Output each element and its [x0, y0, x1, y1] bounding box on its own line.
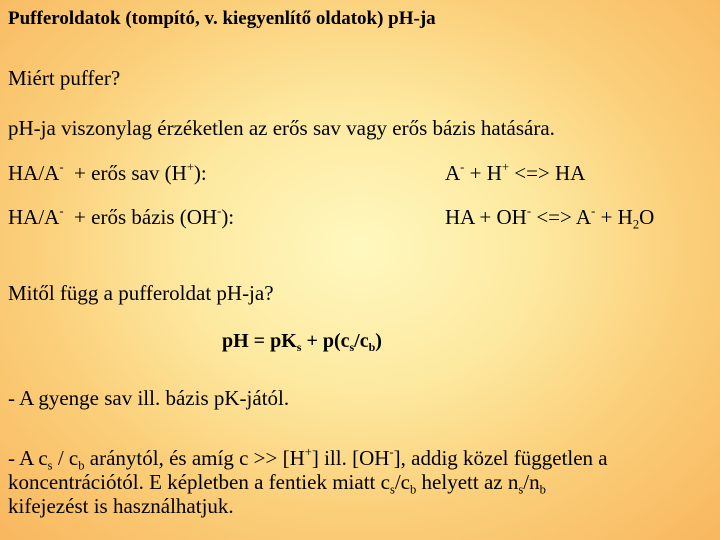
- question-what-depends: Mitől függ a pufferoldat pH-ja?: [8, 281, 274, 305]
- paragraph-line-3: kifejezést is használhatjuk.: [8, 494, 234, 518]
- paragraph-line-2: koncentrációtól. E képletben a fentiek miatt $c_s/c_b$ helyett az $n_s/n_b$: [8, 470, 546, 497]
- bullet-pk: - A gyenge sav ill. bázis pK-jától.: [8, 386, 290, 410]
- row2-right-reaction: HA + OH- <=> $A^- + H_2O$: [445, 204, 655, 232]
- slide-title: Pufferoldatok (tompító, v. kiegyenlítő oldatok) pH-ja: [8, 8, 436, 29]
- buffer-statement: pH-ja viszonylag érzéketlen az erős sav vagy erős bázis hatására.: [8, 116, 555, 140]
- ph-formula: pH = $pK_s + p(c_s/c_b)$: [222, 330, 382, 355]
- bullet-ratio-paragraph: [8, 446, 708, 518]
- row1-left: HA/A- + erős sav (H+):: [8, 160, 207, 185]
- paragraph-line-1: - A $c_s / c_b$ aránytól, és amíg c >> [H+] ill. [OH-], addig közel független a: [8, 445, 608, 473]
- question-why-buffer: Miért puffer?: [8, 66, 121, 90]
- row1-right-reaction: A- + H+ <=> HA: [445, 160, 586, 185]
- row2-left: HA/A- + erős bázis (OH-):: [8, 204, 235, 229]
